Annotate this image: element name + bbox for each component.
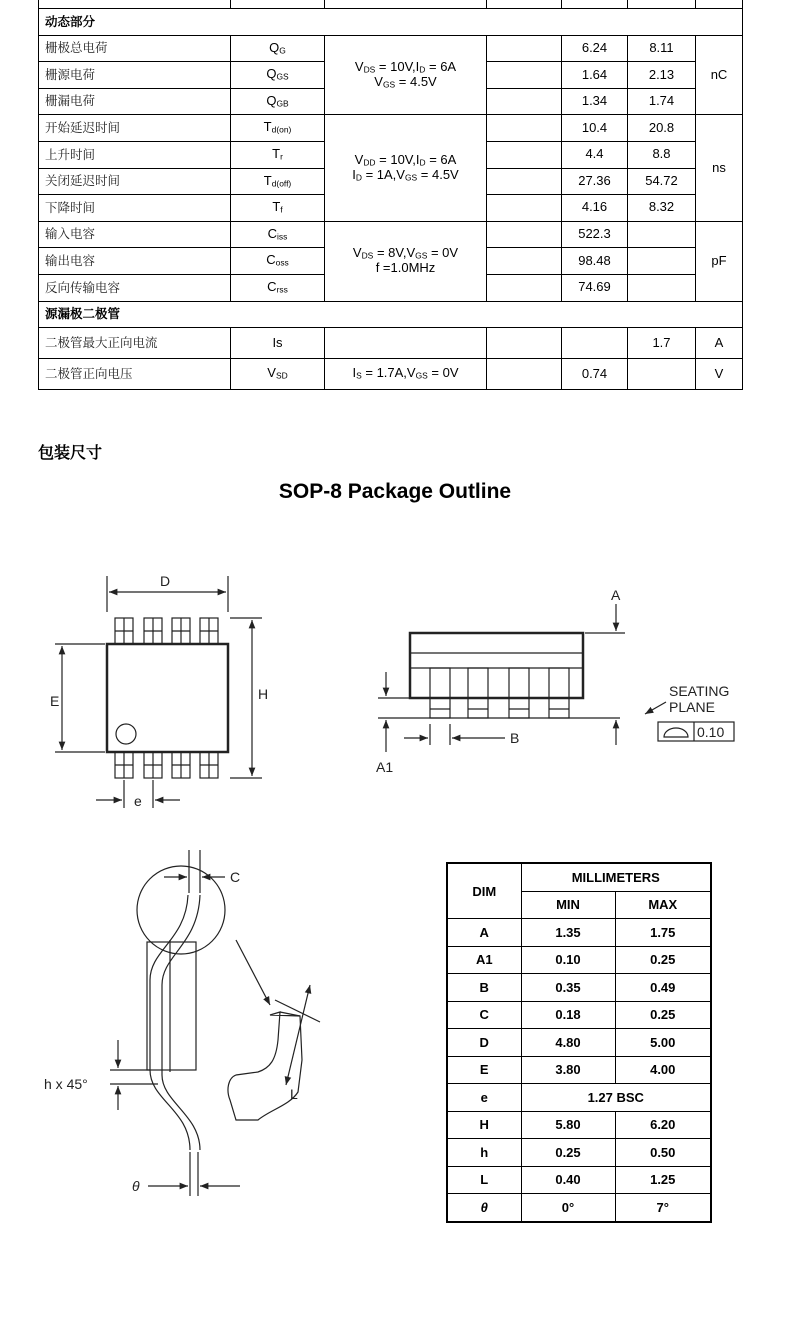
typ-value: 27.36 <box>562 168 628 195</box>
min-cell: 4.80 <box>521 1029 615 1057</box>
unit: A <box>696 328 743 359</box>
typ-value: 1.34 <box>562 88 628 115</box>
unit: pF <box>696 221 743 301</box>
min-cell: 5.80 <box>521 1111 615 1139</box>
span-cell: 1.27 BSC <box>521 1084 711 1112</box>
table-row <box>447 1084 711 1112</box>
param-symbol: $C_{iss}$ <box>231 221 325 248</box>
typ-value: 10.4 <box>562 115 628 142</box>
lead-detail-drawing <box>110 850 320 1196</box>
test-condition: $V_{DD} = 10V,I_D = 6A$ $I_D = 1A,V_{GS} = 4.5V$ <box>325 115 487 221</box>
max-value: 54.72 <box>628 168 696 195</box>
unit: ns <box>696 115 743 221</box>
millimeters-header: MILLIMETERS <box>521 863 711 891</box>
table-row <box>447 1001 711 1029</box>
param-name: 栅极总电荷 <box>39 35 231 62</box>
seating-plane-label-2: PLANE <box>669 699 715 715</box>
test-condition: $V_{DS} = 8V,V_{GS} = 0V$ f =1.0MHz <box>325 221 487 301</box>
param-name: 栅漏电荷 <box>39 88 231 115</box>
dim-label-E: E <box>50 693 60 709</box>
dim-label-A: A <box>611 587 621 603</box>
min-cell: 3.80 <box>521 1056 615 1084</box>
table-row <box>447 946 711 974</box>
dim-cell: h <box>447 1139 521 1167</box>
param-symbol: $T_{d(on)}$ <box>231 115 325 142</box>
table-row <box>447 1166 711 1194</box>
typ-value: 0.74 <box>562 359 628 390</box>
param-name: 上升时间 <box>39 141 231 168</box>
max-cell: 0.25 <box>615 946 711 974</box>
max-cell: 0.49 <box>615 974 711 1002</box>
param-symbol: $Q_G$ <box>231 35 325 62</box>
table-row <box>447 1056 711 1084</box>
pin-row-top <box>115 618 218 644</box>
param-name: 输出电容 <box>39 248 231 275</box>
flatness-tolerance: 0.10 <box>697 724 725 740</box>
typ-value: 98.48 <box>562 248 628 275</box>
dim-cell: C <box>447 1001 521 1029</box>
min-cell: 0.25 <box>521 1139 615 1167</box>
max-value: 2.13 <box>628 62 696 89</box>
param-name: 下降时间 <box>39 195 231 222</box>
dim-label-A1: A1 <box>376 759 394 775</box>
param-symbol: $Q_{GB}$ <box>231 88 325 115</box>
dim-label-theta: θ <box>132 1178 140 1194</box>
max-value: 8.8 <box>628 141 696 168</box>
param-name: 开始延迟时间 <box>39 115 231 142</box>
dim-cell: H <box>447 1111 521 1139</box>
param-name: 输入电容 <box>39 221 231 248</box>
section-heading: 包装尺寸 <box>38 443 103 462</box>
param-name: 二极管正向电压 <box>39 359 231 390</box>
max-value: 1.74 <box>628 88 696 115</box>
param-name: 栅源电荷 <box>39 62 231 89</box>
max-header: MAX <box>615 891 711 919</box>
dim-cell: A1 <box>447 946 521 974</box>
table-header-row <box>447 863 711 891</box>
dim-header: DIM <box>447 863 521 919</box>
min-cell: 0.35 <box>521 974 615 1002</box>
max-cell: 7° <box>615 1194 711 1222</box>
param-symbol: $T_{d(off)}$ <box>231 168 325 195</box>
max-cell: 6.20 <box>615 1111 711 1139</box>
min-cell: 0.10 <box>521 946 615 974</box>
param-symbol: $Q_{GS}$ <box>231 62 325 89</box>
max-cell: 0.25 <box>615 1001 711 1029</box>
dim-label-h45: h x 45° <box>44 1076 88 1092</box>
param-symbol: Is <box>231 328 325 359</box>
max-cell: 1.75 <box>615 919 711 947</box>
table-row <box>447 1139 711 1167</box>
min-header: MIN <box>521 891 615 919</box>
pin-row-bottom <box>115 752 218 778</box>
pin1-marker <box>116 724 136 744</box>
dim-label-C: C <box>230 869 241 885</box>
table-row <box>447 1111 711 1139</box>
side-leads <box>430 668 569 718</box>
max-value: 1.7 <box>628 328 696 359</box>
dim-cell: θ <box>447 1194 521 1222</box>
typ-value: 1.64 <box>562 62 628 89</box>
unit: V <box>696 359 743 390</box>
table-row <box>447 1194 711 1222</box>
max-cell: 5.00 <box>615 1029 711 1057</box>
min-cell: 1.35 <box>521 919 615 947</box>
param-name: 二极管最大正向电流 <box>39 328 231 359</box>
typ-value: 522.3 <box>562 221 628 248</box>
typ-value: 4.16 <box>562 195 628 222</box>
dim-label-L: L <box>290 1086 298 1102</box>
min-cell: 0° <box>521 1194 615 1222</box>
table-row <box>447 974 711 1002</box>
param-symbol: $T_f$ <box>231 195 325 222</box>
dim-label-D: D <box>160 573 171 589</box>
param-symbol: $C_{oss}$ <box>231 248 325 275</box>
dim-label-B: B <box>510 730 520 746</box>
typ-value: 6.24 <box>562 35 628 62</box>
dim-cell: A <box>447 919 521 947</box>
section-title: 源漏极二极管 <box>39 301 743 328</box>
section-title: 动态部分 <box>39 9 743 36</box>
typ-value: 74.69 <box>562 274 628 301</box>
min-cell: 0.18 <box>521 1001 615 1029</box>
dim-cell: B <box>447 974 521 1002</box>
max-value: 20.8 <box>628 115 696 142</box>
param-name: 反向传输电容 <box>39 274 231 301</box>
dim-cell: E <box>447 1056 521 1084</box>
dim-cell: D <box>447 1029 521 1057</box>
min-cell: 0.40 <box>521 1166 615 1194</box>
param-symbol: $V_{SD}$ <box>231 359 325 390</box>
unit: nC <box>696 35 743 115</box>
seating-plane-label-1: SEATING <box>669 683 730 699</box>
dim-label-H: H <box>258 686 269 702</box>
dimensions-table <box>446 862 712 1223</box>
dim-label-e: e <box>134 793 142 809</box>
test-condition: $V_{DS} = 10V,I_D = 6A$ $V_{GS} = 4.5V$ <box>325 35 487 115</box>
max-value: 8.11 <box>628 35 696 62</box>
max-cell: 0.50 <box>615 1139 711 1167</box>
side-view-drawing <box>378 604 734 752</box>
test-condition: $I_S = 1.7A,V_{GS} = 0V$ <box>325 359 487 390</box>
max-cell: 1.25 <box>615 1166 711 1194</box>
param-name: 关闭延迟时间 <box>39 168 231 195</box>
outline-title: SOP-8 Package Outline <box>278 480 512 503</box>
table-row <box>447 1029 711 1057</box>
table-row <box>447 919 711 947</box>
max-cell: 4.00 <box>615 1056 711 1084</box>
dim-cell: e <box>447 1084 521 1112</box>
param-symbol: $C_{rss}$ <box>231 274 325 301</box>
top-view-drawing <box>55 576 262 808</box>
param-symbol: $T_r$ <box>231 141 325 168</box>
dim-cell: L <box>447 1166 521 1194</box>
typ-value: 4.4 <box>562 141 628 168</box>
max-value: 8.32 <box>628 195 696 222</box>
